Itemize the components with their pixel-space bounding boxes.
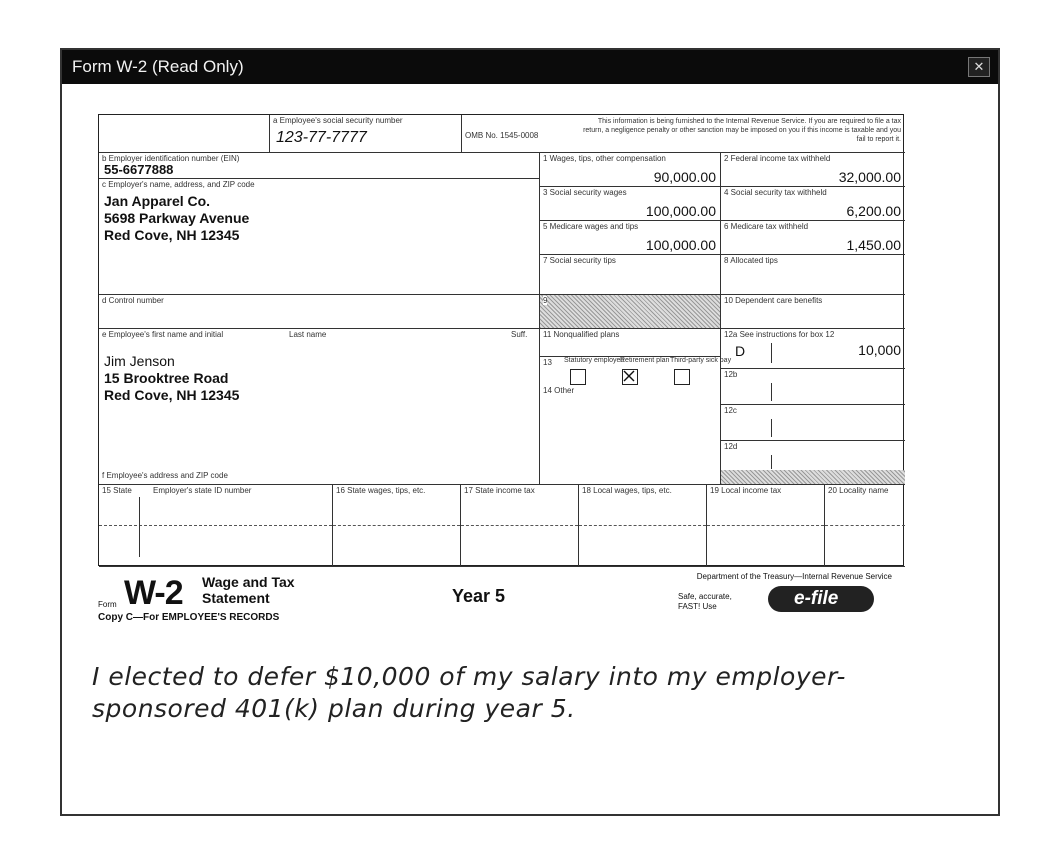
statutory-checkbox[interactable] bbox=[570, 369, 586, 385]
note-line2: sponsored 401(k) plan during year 5. bbox=[92, 694, 576, 723]
box-1-label: 1 Wages, tips, other compensation bbox=[543, 154, 666, 163]
ss-tax-value: 6,200.00 bbox=[846, 203, 901, 219]
treasury-dept: Department of the Treasury—Internal Revenue Service bbox=[696, 572, 892, 581]
box-7-label: 7 Social security tips bbox=[543, 256, 616, 265]
box-19-divider bbox=[707, 525, 824, 526]
box-16-label: 16 State wages, tips, etc. bbox=[336, 486, 426, 495]
box-11 bbox=[540, 329, 721, 357]
employer-name: Jan Apparel Co. bbox=[104, 193, 211, 209]
form-word: Form bbox=[98, 600, 117, 609]
omb-box bbox=[462, 115, 542, 153]
w2-form bbox=[98, 114, 904, 566]
close-icon[interactable]: ✕ bbox=[968, 57, 990, 77]
box-12b-label: 12b bbox=[724, 370, 738, 379]
box-10 bbox=[721, 295, 905, 329]
box-18-divider bbox=[579, 525, 706, 526]
box-19 bbox=[707, 485, 825, 567]
box-5 bbox=[540, 221, 721, 255]
form-id: W-2 bbox=[124, 574, 183, 612]
box-12b-divider bbox=[771, 383, 772, 401]
notice-box bbox=[542, 115, 905, 153]
employee-name: Jim Jenson bbox=[104, 353, 175, 369]
box-8 bbox=[721, 255, 905, 295]
employer-city: Red Cove, NH 12345 bbox=[104, 227, 240, 243]
box-18 bbox=[579, 485, 707, 567]
box-4 bbox=[721, 187, 905, 221]
box-14 bbox=[540, 385, 721, 485]
box-9-label: 9 bbox=[543, 296, 548, 305]
box-12b bbox=[721, 369, 905, 405]
box-12a-code: D bbox=[735, 343, 746, 359]
box-3-label: 3 Social security wages bbox=[543, 188, 627, 197]
box-12a-divider bbox=[771, 343, 772, 363]
box-10-label: 10 Dependent care benefits bbox=[724, 296, 823, 305]
form-footer bbox=[98, 570, 904, 630]
box-d-label: d Control number bbox=[102, 296, 164, 305]
irs-notice: This information is being furnished to the Internal Revenue Service. If you are required to file a tax return, a negligence penalty or other sanction may be imposed on you if this income is taxable and you fail to report it. bbox=[583, 118, 901, 143]
state-col-divider bbox=[139, 497, 140, 557]
retirement-label: Retirement plan bbox=[620, 357, 670, 364]
third-party-checkbox[interactable] bbox=[674, 369, 690, 385]
box-17 bbox=[461, 485, 579, 567]
box-9 bbox=[540, 295, 721, 329]
title-bar bbox=[62, 50, 998, 84]
copy-line: Copy C—For EMPLOYEE'S RECORDS bbox=[98, 612, 280, 623]
box-17-divider bbox=[461, 525, 578, 526]
note-line1: I elected to defer $10,000 of my salary into my employer- bbox=[92, 662, 846, 691]
box-b bbox=[99, 153, 540, 179]
box-16 bbox=[333, 485, 461, 567]
box-e-label: e Employee's first name and initial bbox=[102, 330, 224, 339]
box-12c bbox=[721, 405, 905, 441]
third-party-label: Third-party sick pay bbox=[670, 357, 732, 364]
box-11-label: 11 Nonqualified plans bbox=[543, 330, 620, 339]
wages-value: 90,000.00 bbox=[653, 169, 716, 185]
box-3 bbox=[540, 187, 721, 221]
form-title-line1: Wage and Tax bbox=[202, 574, 295, 590]
employee-street: 15 Brooktree Road bbox=[104, 370, 229, 386]
box-a bbox=[270, 115, 462, 153]
box-18-label: 18 Local wages, tips, etc. bbox=[582, 486, 672, 495]
box-12d-divider bbox=[771, 455, 772, 469]
box-19-label: 19 Local income tax bbox=[710, 486, 782, 495]
federal-tax-value: 32,000.00 bbox=[838, 169, 901, 185]
window-title: Form W-2 (Read Only) bbox=[72, 57, 244, 76]
box-c bbox=[99, 179, 540, 295]
form-window bbox=[60, 48, 1000, 816]
omb-number: OMB No. 1545-0008 bbox=[465, 131, 539, 140]
box-4-label: 4 Social security tax withheld bbox=[724, 188, 827, 197]
box-7 bbox=[540, 255, 721, 295]
box-6-label: 6 Medicare tax withheld bbox=[724, 222, 809, 231]
box-20-divider bbox=[825, 525, 905, 526]
retirement-checkbox[interactable] bbox=[622, 369, 638, 385]
check-x-icon bbox=[622, 369, 636, 383]
box-12a bbox=[721, 329, 905, 369]
box-12a-label: 12a See instructions for box 12 bbox=[724, 330, 835, 339]
box-blank-top bbox=[99, 115, 270, 153]
box-a-label: a Employee's social security number bbox=[273, 116, 403, 125]
box-5-label: 5 Medicare wages and tips bbox=[543, 222, 639, 231]
box-12d-shade bbox=[721, 470, 905, 484]
box-6 bbox=[721, 221, 905, 255]
box-2-label: 2 Federal income tax withheld bbox=[724, 154, 831, 163]
box-20-label: 20 Locality name bbox=[828, 486, 889, 495]
box-c-label: c Employer's name, address, and ZIP code bbox=[102, 180, 255, 189]
box-f-label: f Employee's address and ZIP code bbox=[102, 471, 228, 480]
box-20 bbox=[825, 485, 905, 567]
efile-logo bbox=[768, 586, 874, 612]
form-title-line2: Statement bbox=[202, 590, 270, 606]
box-e bbox=[99, 329, 540, 485]
box-b-label: b Employer identification number (EIN) bbox=[102, 154, 240, 163]
medicare-wages-value: 100,000.00 bbox=[645, 237, 716, 253]
box-8-label: 8 Allocated tips bbox=[724, 256, 778, 265]
box-2 bbox=[721, 153, 905, 187]
box-15-label: 15 State bbox=[102, 486, 132, 495]
box-14-label: 14 Other bbox=[543, 386, 575, 395]
efile-text: e-file bbox=[794, 588, 839, 609]
box-15 bbox=[99, 485, 333, 567]
box-12d bbox=[721, 441, 905, 485]
medicare-tax-value: 1,450.00 bbox=[846, 237, 901, 253]
ein-value: 55-6677888 bbox=[104, 162, 174, 177]
box-12c-label: 12c bbox=[724, 406, 737, 415]
tax-year: Year 5 bbox=[452, 586, 506, 606]
box-16-divider bbox=[333, 525, 460, 526]
safe-line2: FAST! Use bbox=[678, 602, 717, 611]
employee-city: Red Cove, NH 12345 bbox=[104, 387, 240, 403]
last-name-label: Last name bbox=[289, 330, 327, 339]
suffix-label: Suff. bbox=[511, 330, 528, 339]
state-id-label: Employer's state ID number bbox=[153, 486, 252, 495]
box-12a-value: 10,000 bbox=[858, 342, 901, 358]
employer-street: 5698 Parkway Avenue bbox=[104, 210, 250, 226]
box-12d-label: 12d bbox=[724, 442, 738, 451]
ss-wages-value: 100,000.00 bbox=[645, 203, 716, 219]
safe-line1: Safe, accurate, bbox=[678, 592, 732, 601]
state-row-divider bbox=[99, 525, 332, 526]
statutory-label: Statutory employee bbox=[564, 357, 625, 364]
box-13-label: 13 bbox=[543, 358, 552, 367]
box-17-label: 17 State income tax bbox=[464, 486, 535, 495]
box-d bbox=[99, 295, 540, 329]
ssn-value: 123-77-7777 bbox=[276, 129, 367, 146]
box-12c-divider bbox=[771, 419, 772, 437]
box-1 bbox=[540, 153, 721, 187]
